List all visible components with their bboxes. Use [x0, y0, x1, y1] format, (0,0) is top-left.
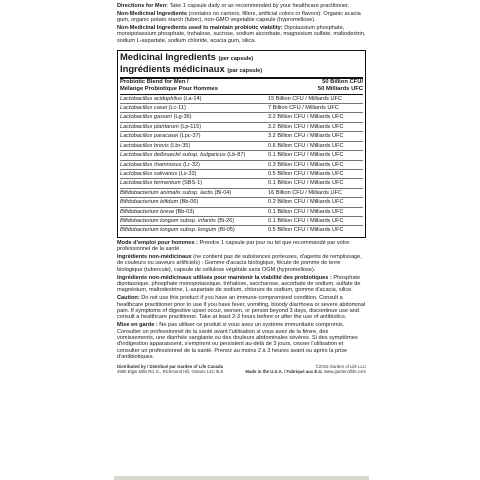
strain-row — [120, 142, 363, 151]
strain-amount: 3.2 Billion CFU / Milliards UFC — [268, 133, 344, 140]
caution-fr: Mise en garde : Ne pas utiliser ce produit si vous avez un système immunitaire compromis. Consulter un professionnel de la santé avant l'utilisation si vous avez de la fièvre, des vomissements, une diarrhée sanglante ou des douleurs abdominales sévères. Si des symptômes d'indigestion apparaissent, s'empirent ou persistent au-delà de 3 jours, cesser l'utilisation et consulter un professionnel de la santé. Prenez au moins 2 à 3 heures avant ou après la prise d'antibiotiques. — [117, 322, 358, 360]
panel-title-fr: Ingrédients médicinaux (par capsule) — [120, 64, 363, 79]
strain-amount: 15 Billion CFU / Milliards UFC — [268, 95, 342, 102]
strain-name: Lactobacillus casei (Lc-11) — [120, 105, 186, 112]
strain-name: Lactobacillus paracasei (Lpc-37) — [120, 133, 201, 140]
strain-name: Lactobacillus gasseri (Lg-36) — [120, 114, 192, 121]
strain-amount: 0.6 Billion CFU / Milliards UFC — [268, 142, 344, 149]
non-medicinal-viability-fr: Ingrédients non-médicinaux utilisés pour maintenir la viabilité des probiotiques : Phosphate dipotassique, phosphate monopotassique, tréhalose, saccharose, ascorbate de sodium, sulfate de magnésium, maltodextrine, L-aspartate de sodium, chlorure de sodium, gomme d'acacia, silice. — [117, 274, 361, 294]
strain-name: Bifidobacterium longum subsp. longum (Bl-05) — [120, 227, 235, 234]
strain-name: Bifidobacterium longum subsp. infantis (Bi-26) — [120, 217, 235, 224]
strain-row — [120, 217, 363, 226]
directions-men-en: Directions for Men: Take 1 capsule daily or as recommended by your healthcare practitioner. — [117, 3, 350, 9]
strain-name: Bifidobacterium animalis subsp. lactis (Bl-04) — [120, 189, 232, 196]
strain-amount: 0.5 Billion CFU / Milliards UFC — [268, 170, 344, 177]
strain-name: Bifidobacterium bifidum (Bb-06) — [120, 199, 199, 206]
strain-row — [120, 170, 363, 179]
strain-amount: 0.2 Billion CFU / Milliards UFC — [268, 199, 344, 206]
strain-row — [120, 208, 363, 217]
product-label-back-panel — [114, 0, 369, 480]
strain-row — [120, 226, 363, 234]
strain-name: Lactobacillus brevis (Lbr-35) — [120, 142, 191, 149]
label-bottom-strip — [114, 476, 369, 480]
strain-amount: 0.1 Billion CFU / Milliards UFC — [268, 152, 344, 159]
strain-row — [120, 151, 363, 160]
medicinal-ingredients-panel — [117, 50, 366, 238]
strain-amount: 3.2 Billion CFU / Milliards UFC — [268, 123, 344, 130]
strain-amount: 0.1 Billion CFU / Milliards UFC — [268, 208, 344, 215]
strain-amount: 0.3 Billion CFU / Milliards UFC — [268, 161, 344, 168]
strain-row — [120, 113, 363, 122]
non-medicinal-viability-en: Non-Medicinal Ingredients used to maintain probiotic viability: Dipotassium phosphate, monopotassium phosphate, trehalose, sucrose, sodium ascorbate, magnesium sulfate, maltodextrin, sodium L-aspartate, sodium chloride, acacia gum, silica. — [117, 25, 366, 44]
caution-en: Caution: Do not use this product if you have an immune-compromised condition. Consult a healthcare practitioner prior to use if you have fever, vomiting, bloody diarrhoea or severe abdominal pain. If symptoms of digestive upset occur, worsen, or persist beyond 3 days, discontinue use and consult a healthcare practitioner. Take at least 2-3 hours before or after the use of antibiotics. — [117, 295, 366, 321]
strain-name: Lactobacillus salivarius (Ls-33) — [120, 170, 197, 177]
french-instructions — [114, 238, 369, 361]
strain-amount: 7 Billion CFU / Milliards UFC — [268, 105, 339, 112]
strain-row — [120, 179, 363, 188]
strain-amount: 16 Billion CFU / Milliards UFC — [268, 189, 342, 196]
strain-name: Bifidobacterium breve (Bb-03) — [120, 208, 195, 215]
strain-amount: 0.5 Billion CFU / Milliards UFC — [268, 227, 344, 234]
strain-row — [120, 95, 363, 104]
blend-row-en: Probiotic Blend for Men / 50 Billion CFU/ — [120, 79, 363, 86]
strain-row — [120, 123, 363, 132]
strain-name: Lactobacillus acidophilus (La-14) — [120, 95, 202, 102]
strain-name: Lactobacillus delbrueckii subsp. bulgaricus (Lb-87) — [120, 152, 246, 159]
strain-name: Lactobacillus plantarum (Lp-115) — [120, 123, 202, 130]
label-footer — [114, 362, 369, 374]
strain-amount: 3.2 Billion CFU / Milliards UFC — [268, 114, 344, 121]
directions-men-fr: Mode d'emploi pour hommes : Prendre 1 capsule par jour ou tel que recommandé par votre professionnel de la santé. — [117, 239, 350, 253]
non-medicinal-en: Non-Medicinal Ingredients (contains no carriers, fillers, artificial colors or flavors): Organic acacia gum, organic potato starch (tuber), non-GMO vegetable capsule (hypromellose). — [117, 10, 361, 24]
strain-list — [120, 95, 363, 235]
strain-row — [120, 198, 363, 207]
panel-title-en: Medicinal Ingredients (per capsule) — [120, 51, 254, 63]
blend-row-fr: Mélange Probiotique Pour Hommes 50 Milliards UFC — [120, 86, 363, 95]
strain-amount: 0.1 Billion CFU / Milliards UFC — [268, 217, 344, 224]
non-medicinal-fr: Ingrédients non-médicinaux (ne contient pas de substances porteuses, d'agents de remplissage, de couleurs ou saveurs artificiels) : Gomme d'acacia biologique, fécule de pomme de terre biologique (tubercule), capsule de cellulose végétale sans OGM (hypromellose). — [117, 254, 362, 273]
strain-amount: 0.1 Billion CFU / Milliards UFC — [268, 180, 344, 187]
distributor-info: Distributed by / Distribué par Garden of Life Canada 4950 Elgin Mills Rd. E., Richmond Hill, Ontario L4C 0L8 — [117, 363, 224, 375]
strain-row — [120, 161, 363, 170]
strain-name: Lactobacillus rhamnosus (Lr-32) — [120, 161, 200, 168]
strain-row — [120, 132, 363, 141]
manufacture-info: ©2015 Garden of Life LLC Made in the U.S.A. / Fabriqué aux É.U. www.gardenoflife.com — [245, 363, 366, 375]
strain-row — [120, 104, 363, 113]
strain-row — [120, 189, 363, 198]
english-instructions — [114, 0, 369, 44]
strain-name: Lactobacillus fermentum (SBS-1) — [120, 180, 203, 187]
